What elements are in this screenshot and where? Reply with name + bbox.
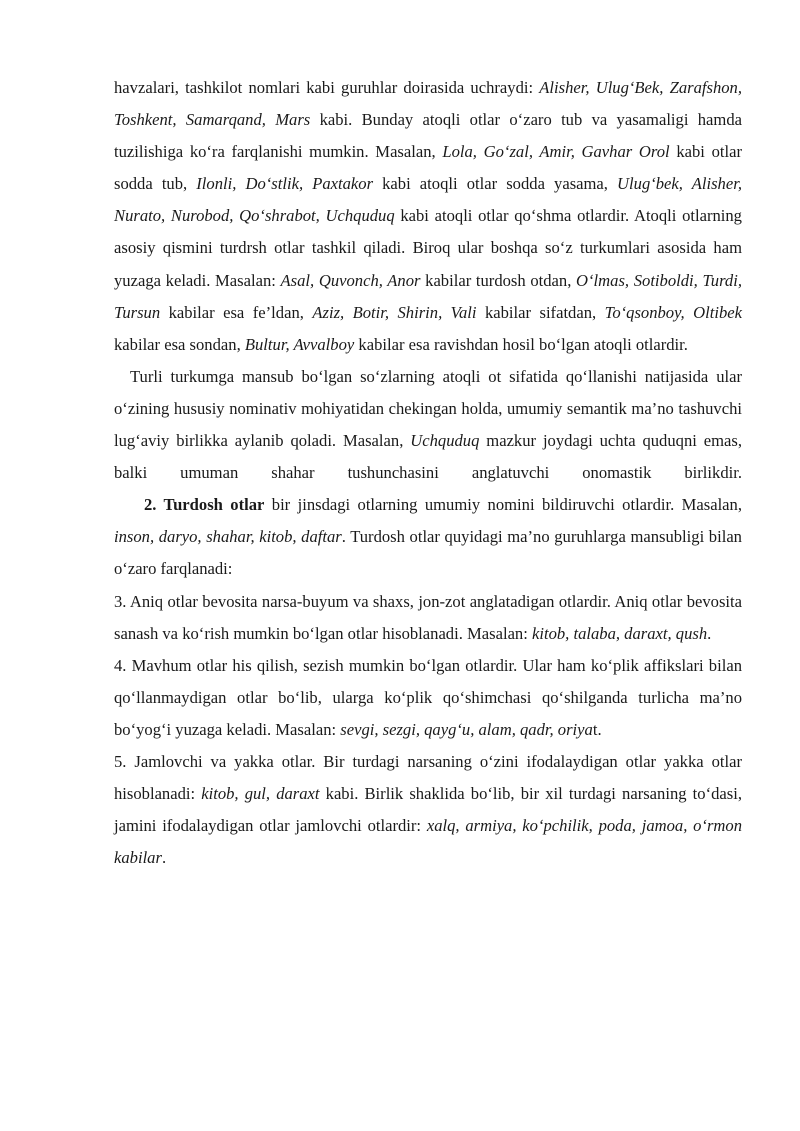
italic-example-text: kitob, gul, daraxt (201, 784, 320, 804)
body-text: . (161, 848, 167, 868)
body-text: 3. Aniq otlar bevosita narsa-buyum va shaxs, jon-zot anglatadigan otlardir. Aniq otlar bevosita sanash va ko‘rish mumkin bo‘lgan otlar hisoblanadi. Masalan: (114, 591, 742, 643)
italic-example-text: Aziz, Botir, Shirin, Vali (312, 302, 477, 322)
body-text: kabilar sifatdan, (476, 302, 605, 322)
body-text: kabi otlar sodda tub, (114, 142, 743, 194)
body-text: Turli turkumga mansub bo‘lgan so‘zlarning atoqli ot sifatida qo‘llanishi natijasida ular o‘zining hususiy nominativ mohiyatidan chekingan holda, umumiy semantik ma’no tashuvchi lug‘aviy birlikka aylanib qoladi. Masalan, (114, 366, 742, 451)
italic-example-text: inson, daryo, shahar, kitob, daftar (114, 527, 342, 547)
italic-example-text: Bultur, Avvalboy (244, 334, 355, 354)
paragraph (114, 489, 742, 585)
italic-example-text: kitob, talaba, daraxt, qush (532, 623, 708, 643)
italic-example-text: Uchquduq (410, 431, 480, 451)
body-text: kabilar esa ravishdan hosil bo‘lgan atoqli otlardir. (354, 334, 688, 354)
body-text: t. (592, 719, 602, 739)
italic-example-text: Ilonli, Do‘stlik, Paxtakor (196, 174, 374, 194)
body-text: kabi. Birlik shaklida bo‘lib, bir xil turdagi narsaning to‘dasi, jamini ifodalaydigan otlar jamlovchi otlardir: (114, 784, 742, 836)
paragraph (114, 746, 742, 874)
italic-example-text: To‘qsonboy, Oltibek (604, 302, 742, 322)
body-text: kabi atoqli otlar sodda yasama, (373, 174, 618, 194)
body-text: havzalari, tashkilot nomlari kabi guruhlar doirasida uchraydi: (114, 78, 540, 97)
italic-example-text: Lola, Go‘zal, Amir, Gavhar Orol (442, 142, 670, 162)
document-body (114, 72, 742, 874)
body-text: mazkur joydagi uchta quduqni emas, balki umuman shahar tushunchasini anglatuvchi onomastik birlikdir. (114, 431, 742, 483)
body-text: 4. Mavhum otlar his qilish, sezish mumkin bo‘lgan otlardir. Ular ham ko‘plik affikslari bilan qo‘llanmaydigan otlar bo‘lib, ularga ko‘plik qo‘shimchasi qo‘shilganda turlicha ma’no bo‘yog‘i yuzaga keladi. Masalan: (114, 655, 742, 739)
paragraph (114, 586, 742, 650)
italic-example-text: Ulug‘bek, Alisher, Nurato, Nurobod, Qo‘shrabot, Uchquduq (114, 174, 742, 226)
italic-example-text: Alisher, Ulug‘Bek, Zarafshon, Toshkent, Samarqand, Mars (114, 78, 743, 130)
body-text: kabilar esa fe’ldan, (160, 302, 313, 322)
italic-example-text: sevgi, sezgi, qayg‘u, alam, qadr, oriya (340, 719, 593, 739)
italic-example-text: O‘lmas, Sotiboldi, Turdi, Tursun (114, 270, 742, 322)
italic-example-text: Asal, Quvonch, Anor (280, 270, 421, 290)
body-text: . Turdosh otlar quyidagi ma’no guruhlarga mansubligi bilan o‘zaro farqlanadi: (114, 527, 742, 579)
bold-heading-text: 2. Turdosh otlar (144, 495, 265, 515)
body-text: bir jinsdagi otlarning umumiy nomini bildiruvchi otlardir. Masalan, (264, 495, 742, 515)
body-text: kabilar turdosh otdan, (420, 270, 577, 290)
body-text: kabilar esa sondan, (114, 334, 245, 354)
paragraph (114, 72, 742, 361)
body-text: 5. Jamlovchi va yakka otlar. Bir turdagi narsaning o‘zini ifodalaydigan otlar yakka otlar hisoblanadi: (114, 751, 742, 804)
paragraph (114, 361, 742, 489)
paragraph (114, 650, 742, 746)
body-text: kabi. Bunday atoqli otlar o‘zaro tub va yasamaligi hamda tuzilishiga ko‘ra farqlanishi mumkin. Masalan, (114, 110, 742, 162)
body-text: . (707, 623, 712, 643)
body-text: kabi atoqli otlar qo‘shma otlardir. Atoqli otlarning asosiy qismini turdrsh otlar tashkil qiladi. Biroq ular boshqa so‘z turkumlari asosida ham yuzaga keladi. Masalan: (114, 206, 742, 290)
italic-example-text: xalq, armiya, ko‘pchilik, poda, jamoa, o‘rmon kabilar (114, 816, 742, 868)
